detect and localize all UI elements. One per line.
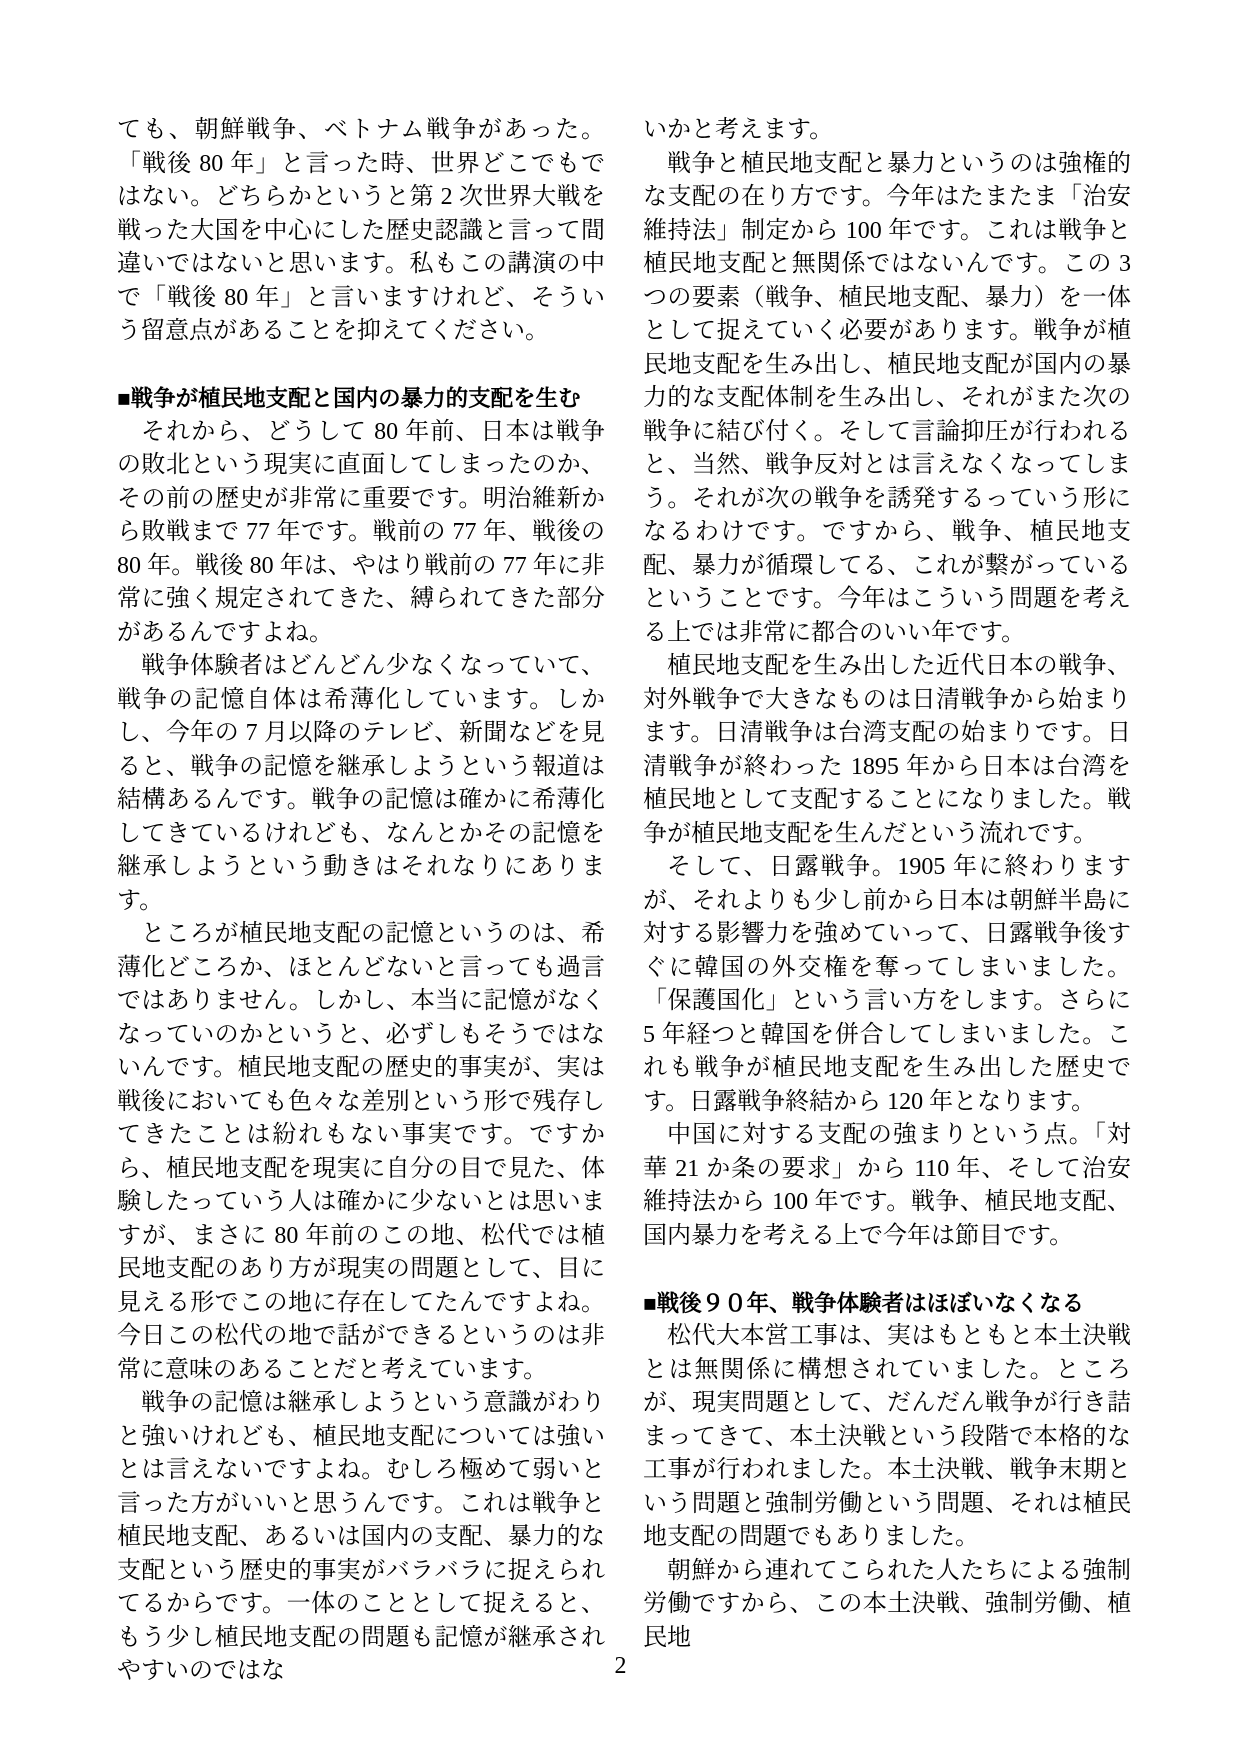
paragraph: ても、朝鮮戦争、ベトナム戦争があった。「戦後 80 年」と言った時、世界どこでもではない。どちらかというと第 2 次世界大戦を戦った大国を中心にした歴史認識と言って間違いではないと思います。私もこの講演の中で「戦後 80 年」と言いますけれど、そういう留意点があることを抑えてください。 [117,117,605,344]
paragraph: 戦争と植民地支配と暴力というのは強権的な支配の在り方です。今年はたまたま「治安維持法」制定から 100 年です。これは戦争と植民地支配と無関係ではないんです。この 3 つの要素（戦争、植民地支配、暴力）を一体として捉えていく必要があります。戦争が植民地支配を生み出し、植民地支配が国内の暴力的な支配体制を生み出し、それがまた次の戦争に結び付く。そして言論抑圧が行われると、当然、戦争反対とは言えなくなってしまう。それが次の戦争を誘発するっていう形になるわけです。ですから、戦争、植民地支配、暴力が循環してる、これが繋がっているということです。今年はこういう問題を考える上では非常に都合のいい年です。 [643,150,1131,646]
paragraph: 植民地支配を生み出した近代日本の戦争、対外戦争で大きなものは日清戦争から始まります。日清戦争は台湾支配の始まりです。日清戦争が終わった 1895 年から日本は台湾を植民地として支配することになりました。戦争が植民地支配を生んだという流れです。 [643,653,1131,847]
paragraph: そして、日露戦争。1905 年に終わりますが、それよりも少し前から日本は朝鮮半島に対する影響力を強めていって、日露戦争後すぐに韓国の外交権を奪ってしまいました。「保護国化」という言い方をします。さらに 5 年経つと韓国を併合してしまいました。これも戦争が植民地支配を生み出した歴史です。日露戦争終結から 120 年となります。 [643,854,1131,1115]
column-left [117,114,605,1689]
column-right [643,114,1131,1689]
section-heading: ■戦争が植民地支配と国内の暴力的支配を生む [117,386,581,411]
text-columns [117,114,1131,1689]
paragraph: 朝鮮から連れてこられた人たちによる強制労働ですから、この本土決戦、強制労働、植民地 [643,1557,1131,1651]
paragraph: いかと考えます。 [643,117,834,143]
section-heading: ■戦後９０年、戦争体験者はほぼいなくなる [643,1290,1085,1316]
paragraph: 松代大本営工事は、実はもともと本土決戦とは無関係に構想されていました。ところが、現実問題として、だんだん戦争が行き詰まってきて、本土決戦という段階で本格的な工事が行われました。本土決戦、戦争末期という問題と強制労働という問題、それは植民地支配の問題でもありました。 [643,1323,1131,1550]
paragraph: 中国に対する支配の強まりという点。「対華 21 か条の要求」から 110 年、そして治安維持法から 100 年です。戦争、植民地支配、国内暴力を考える上で今年は節目です。 [643,1122,1131,1249]
page-number: 2 [614,1653,627,1679]
paragraph: 戦争の記憶は継承しようという意識がわりと強いけれども、植民地支配については強いとは言えないですよね。むしろ極めて弱いと言った方がいいと思うんです。これは戦争と植民地支配、あるいは国内の支配、暴力的な支配という歴史的事実がバラバラに捉えられてるからです。一体のこととして捉えると、もう少し植民地支配の問題も記憶が継承されやすいのではな [117,1390,605,1684]
paragraph: ところが植民地支配の記憶というのは、希薄化どころか、ほとんどないと言っても過言ではありません。しかし、本当に記憶がなくなっていのかというと、必ずしもそうではないんです。植民地支配の歴史的事実が、実は戦後においても色々な差別という形で残存してきたことは紛れもない事実です。ですから、植民地支配を現実に自分の目で見た、体験したっていう人は確かに少ないとは思いますが、まさに 80 年前のこの地、松代では植民地支配のあり方が現実の問題として、目に見える形でこの地に存在してたんですよね。今日この松代の地で話ができるというのは非常に意味のあることだと考えています。 [117,921,605,1383]
paragraph: 戦争体験者はどんどん少なくなっていて、戦争の記憶自体は希薄化しています。しかし、今年の 7 月以降のテレビ、新聞などを見ると、戦争の記憶を継承しようという報道は結構あるんです。戦争の記憶は確かに希薄化してきているけれども、なんとかその記憶を継承しようという動きはそれなりにあります。 [117,653,605,914]
paragraph: それから、どうして 80 年前、日本は戦争の敗北という現実に直面してしまったのか、その前の歴史が非常に重要です。明治維新から敗戦まで 77 年です。戦前の 77 年、戦後の 80 年。戦後 80 年は、やはり戦前の 77 年に非常に強く規定されてきた、縛られてきた部分があるんですよね。 [117,418,605,646]
